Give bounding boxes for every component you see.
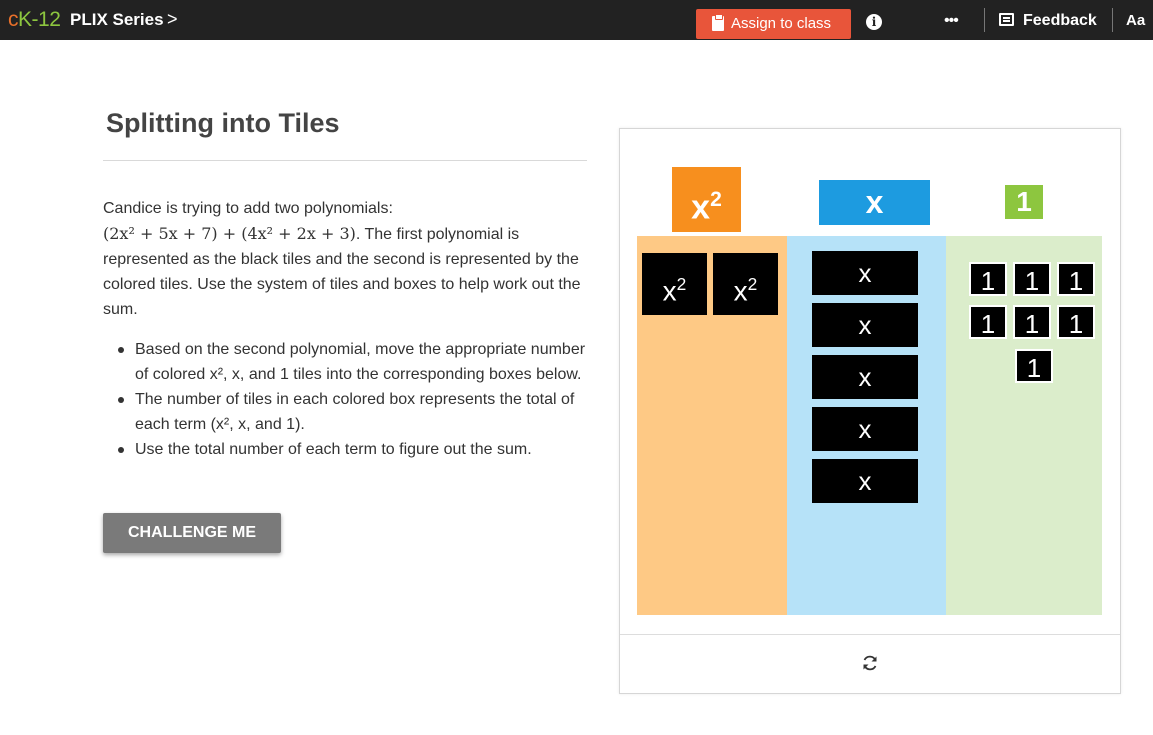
instruction-item: Based on the second polynomial, move the appropriate number of colored x², x, and 1 tiles into the corresponding boxes below.: [135, 337, 590, 387]
title-divider: [103, 160, 587, 161]
polynomial-expression: (2x² + 5x + 7) + (4x² + 2x + 3): [103, 224, 356, 243]
problem-description: [103, 196, 589, 322]
tile-exponent: 2: [676, 274, 687, 294]
page-title: Splitting into Tiles: [106, 108, 340, 138]
feedback-icon[interactable]: [999, 13, 1014, 26]
logo-dash: -: [31, 8, 39, 31]
one-tile[interactable]: 1: [1015, 349, 1053, 383]
font-size-button[interactable]: Aa: [1126, 12, 1146, 29]
assign-to-class-button[interactable]: [696, 9, 851, 39]
description-body: . The first polynomial is represented as the black tiles and the second is represented by the colored tiles. Use the system of tiles and boxes to help work out the sum.: [103, 226, 581, 318]
one-tile[interactable]: 1: [969, 262, 1007, 296]
x-squared-tile[interactable]: [713, 253, 778, 315]
feedback-button[interactable]: Feedback: [1023, 12, 1097, 29]
one-tile[interactable]: 1: [1057, 262, 1095, 296]
refresh-icon[interactable]: [860, 653, 880, 673]
logo-c: c: [8, 8, 18, 31]
x-source-tile[interactable]: x: [819, 180, 930, 225]
clipboard-icon: [712, 16, 724, 31]
chevron-right-icon[interactable]: >: [167, 9, 178, 29]
one-source-tile[interactable]: 1: [1005, 185, 1043, 219]
logo-k: K: [18, 8, 32, 31]
panel-divider: [620, 634, 1120, 635]
one-tile[interactable]: 1: [969, 305, 1007, 339]
description-intro: Candice is trying to add two polynomials:: [103, 200, 393, 217]
x-tile[interactable]: x: [812, 251, 918, 295]
tile-label: x: [691, 188, 711, 227]
info-icon[interactable]: i: [866, 14, 882, 30]
x-squared-tile[interactable]: [642, 253, 707, 315]
x-tile[interactable]: x: [812, 459, 918, 503]
one-tile[interactable]: 1: [1013, 305, 1051, 339]
tile-exponent: 2: [747, 274, 758, 294]
top-bar: [0, 0, 1153, 40]
x-tile[interactable]: x: [812, 355, 918, 399]
one-tile[interactable]: 1: [1057, 305, 1095, 339]
tile-label: x: [662, 275, 677, 307]
instruction-list: [135, 337, 590, 462]
challenge-me-button[interactable]: CHALLENGE ME: [103, 513, 281, 553]
divider: [1112, 8, 1113, 32]
x-squared-source-tile[interactable]: [672, 167, 741, 232]
logo-number: 12: [38, 8, 61, 31]
instruction-item: The number of tiles in each colored box represents the total of each term (x², x, and 1).: [135, 387, 590, 437]
x-tile[interactable]: x: [812, 407, 918, 451]
one-tile[interactable]: 1: [1013, 262, 1051, 296]
tile-exponent: 2: [710, 188, 722, 211]
instruction-item: Use the total number of each term to figure out the sum.: [135, 437, 590, 462]
more-options-icon[interactable]: •••: [944, 12, 958, 29]
assign-label: Assign to class: [731, 15, 832, 32]
divider: [984, 8, 985, 32]
tile-label: x: [733, 275, 748, 307]
x-tile[interactable]: x: [812, 303, 918, 347]
ck12-logo[interactable]: [8, 8, 60, 32]
plix-series-link[interactable]: PLIX Series: [70, 10, 164, 29]
